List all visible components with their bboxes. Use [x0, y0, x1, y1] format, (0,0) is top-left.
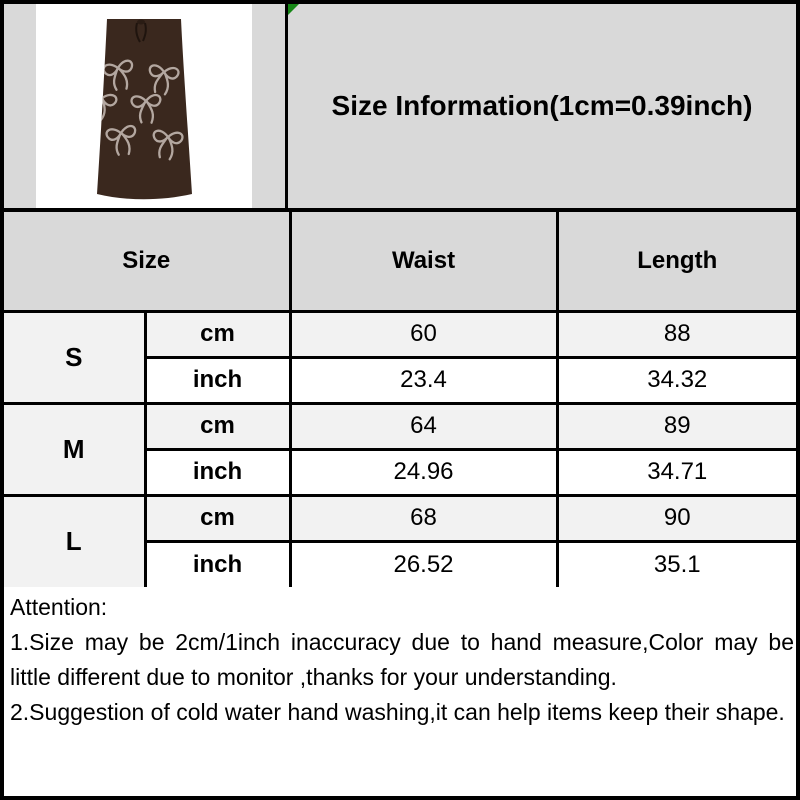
- unit-cell: cm: [145, 495, 290, 541]
- length-value: 89: [557, 403, 796, 449]
- top-section: [4, 4, 796, 212]
- attention-heading: Attention:: [10, 594, 108, 620]
- waist-value: 26.52: [290, 541, 557, 587]
- size-cell-l: L: [4, 495, 145, 587]
- size-table: [4, 212, 796, 587]
- table-row: [4, 403, 796, 449]
- skirt-illustration: [36, 2, 252, 210]
- skirt-shape: [97, 19, 192, 199]
- length-value: 88: [557, 311, 796, 357]
- size-cell-s: S: [4, 311, 145, 403]
- unit-cell: cm: [145, 311, 290, 357]
- waist-value: 23.4: [290, 357, 557, 403]
- table-row: [4, 311, 796, 357]
- length-value: 90: [557, 495, 796, 541]
- attention-note-2: 2.Suggestion of cold water hand washing,it can help items keep their shape.: [10, 699, 785, 725]
- attention-note-1: 1.Size may be 2cm/1inch inaccuracy due to hand measure,Color may be little different due to monitor ,thanks for your understanding.: [10, 629, 794, 690]
- waist-value: 24.96: [290, 449, 557, 495]
- page-title: Size Information(1cm=0.39inch): [331, 90, 753, 121]
- product-photo: [36, 4, 252, 208]
- length-value: 34.71: [557, 449, 796, 495]
- unit-cell: inch: [145, 449, 290, 495]
- length-value: 34.32: [557, 357, 796, 403]
- attention-box: [4, 587, 796, 771]
- table-header-row: [4, 212, 796, 311]
- product-image-cell: [4, 4, 288, 208]
- waist-value: 68: [290, 495, 557, 541]
- waist-value: 64: [290, 403, 557, 449]
- title-cell: [288, 4, 796, 208]
- unit-cell: cm: [145, 403, 290, 449]
- unit-cell: inch: [145, 357, 290, 403]
- size-header-cell: Size: [4, 212, 290, 311]
- table-row: [4, 495, 796, 541]
- waist-value: 60: [290, 311, 557, 357]
- waist-header-cell: Waist: [290, 212, 557, 311]
- length-value: 35.1: [557, 541, 796, 587]
- unit-cell: inch: [145, 541, 290, 587]
- size-cell-m: M: [4, 403, 145, 495]
- excel-flag-icon: [288, 4, 299, 15]
- length-header-cell: Length: [557, 212, 796, 311]
